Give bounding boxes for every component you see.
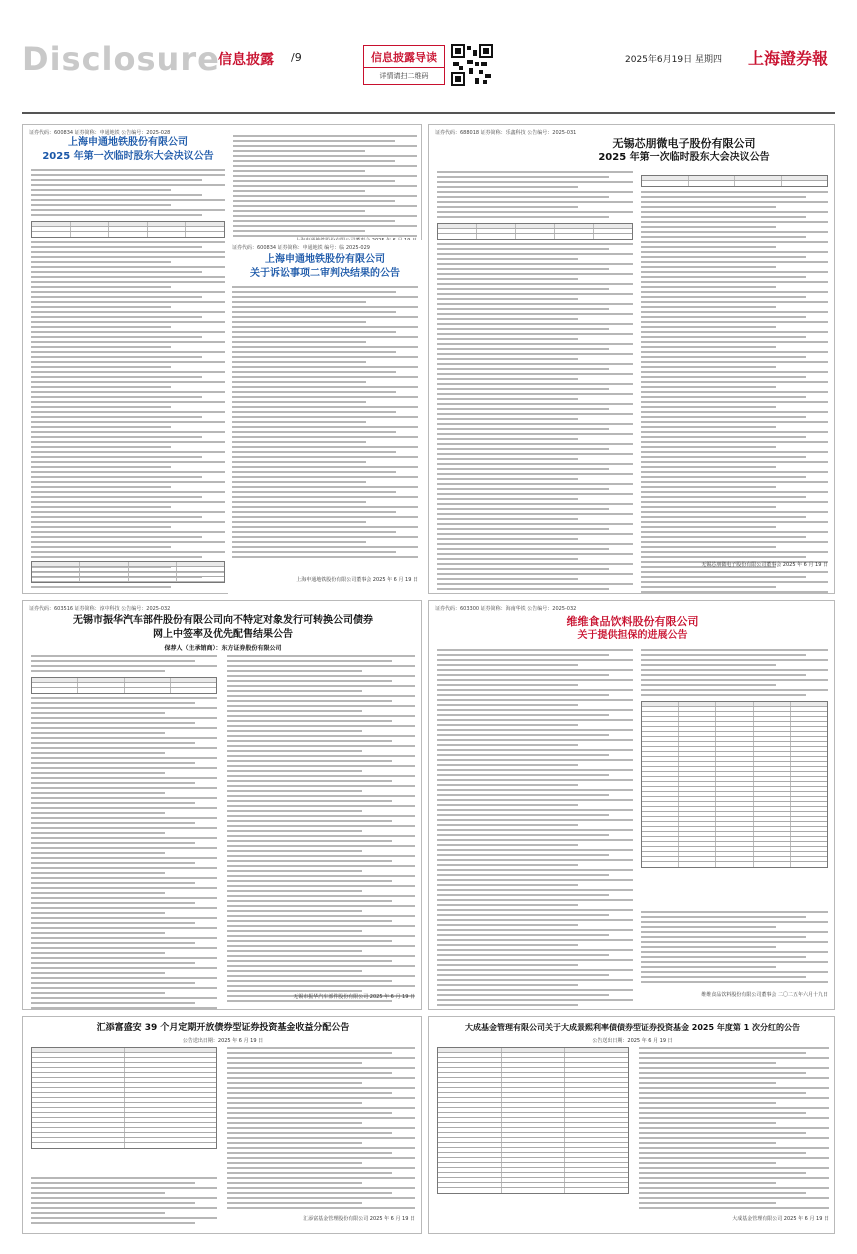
body-text (232, 286, 418, 561)
announcement-title: 大成基金管理有限公司关于大成景熙利率债债券型证券投资基金 2025 年度第 1 次分红的公告 (465, 1023, 800, 1032)
body-text (641, 191, 828, 594)
announcement-meta: 证券代码：600834 证券简称：申通地铁 公告编号：2025-028 (29, 130, 171, 136)
announcement-title: 无锡芯朋微电子股份有限公司 (612, 137, 756, 150)
header-rule (22, 112, 835, 114)
body-text (437, 243, 633, 594)
sponsor-line: 保荐人（主承销商）：东方证券股份有限公司 (164, 645, 282, 652)
announcement-3 (428, 124, 835, 594)
announcement-signature: 无锡芯朋微电子股份有限公司董事会 2025 年 6 月 19 日 (701, 562, 828, 568)
announcement-subtitle: 网上中签率及优先配售结果公告 (153, 629, 293, 640)
announcement-meta: 证券代码：603300 证券简称：海南华铁 公告编号：2025-032 (435, 606, 577, 612)
body-text (227, 1047, 415, 1212)
guide-title: 信息披露导读 (371, 51, 437, 64)
fund-table (437, 1047, 629, 1194)
announcement-subtitle: 关于诉讼事项二审判决结果的公告 (250, 268, 400, 279)
masthead (0, 0, 857, 112)
body-text (31, 655, 217, 675)
fund-table (31, 1047, 217, 1149)
announcement-subtitle: 公告送出日期：2025 年 6 月 19 日 (592, 1038, 673, 1044)
result-table (31, 677, 217, 694)
announcement-subtitle: 公告送出日期：2025 年 6 月 19 日 (182, 1038, 264, 1044)
announcement-title: 汇添富盛安 39 个月定期开放债券型证券投资基金收益分配公告 (96, 1023, 350, 1033)
body-text (31, 1177, 217, 1227)
announcement-5 (428, 600, 835, 1010)
announcement-title: 维维食品饮料股份有限公司 (566, 615, 699, 628)
announcement-signature: 无锡市振华汽车部件股份有限公司 2025 年 6 月 19 日 (293, 994, 415, 1000)
brand-wordmark: Disclosure (22, 40, 220, 78)
page-number: /9 (291, 51, 302, 64)
announcement-title: 无锡市振华汽车部件股份有限公司向不特定对象发行可转换公司债券 (73, 615, 373, 626)
announcement-4 (22, 600, 422, 1010)
announcement-title: 上海申通地铁股份有限公司 (265, 254, 385, 265)
guarantee-table (641, 701, 828, 868)
announcement-meta: 证券代码：600834 证券简称：申通地铁 编号：临 2025-029 (232, 245, 370, 251)
body-text (31, 241, 225, 591)
announcement-signature: 上海申通地铁股份有限公司董事会 2025 年 6 月 19 日 (296, 577, 418, 583)
body-text (31, 697, 217, 1010)
announcement-meta: 证券代码：603516 证券简称：淳中科技 公告编号：2025-032 (29, 606, 171, 612)
vote-table (31, 561, 225, 583)
announcement-subtitle: 关于提供担保的进展公告 (577, 630, 688, 641)
announcement-signature: 大成基金管理有限公司 2025 年 6 月 19 日 (732, 1216, 829, 1222)
body-text (639, 1047, 829, 1212)
announcement-2 (228, 240, 422, 594)
body-text (437, 649, 633, 1010)
announcement-subtitle: 2025 年第一次临时股东大会决议公告 (42, 151, 214, 162)
guide-subtitle: 详情请扫二维码 (364, 67, 444, 81)
announcement-meta: 证券代码：688018 证券简称：乐鑫科技 公告编号：2025-031 (435, 130, 577, 136)
announcement-title: 上海申通地铁股份有限公司 (68, 137, 188, 148)
vote-table (31, 221, 225, 238)
issue-date: 2025年6月19日 星期四 (625, 55, 722, 65)
body-text (641, 911, 828, 986)
vote-table (437, 223, 633, 240)
body-text (641, 649, 828, 699)
announcement-signature: 汇添富基金管理股份有限公司 2025 年 6 月 19 日 (303, 1216, 415, 1222)
announcement-7 (428, 1016, 835, 1234)
announcement-subtitle: 2025 年第一次临时股东大会决议公告 (598, 152, 770, 163)
vote-table (641, 175, 828, 187)
announcement-6 (22, 1016, 422, 1234)
body-text (437, 171, 633, 221)
qr-code-icon[interactable] (451, 44, 493, 86)
guide-box (363, 45, 445, 85)
body-text (227, 655, 415, 1005)
body-text (31, 169, 225, 219)
paper-name: 上海證券報 (748, 49, 829, 68)
section-title: 信息披露 (218, 52, 274, 68)
announcement-signature: 维维食品饮料股份有限公司董事会 二〇二五年六月十九日 (701, 992, 828, 998)
